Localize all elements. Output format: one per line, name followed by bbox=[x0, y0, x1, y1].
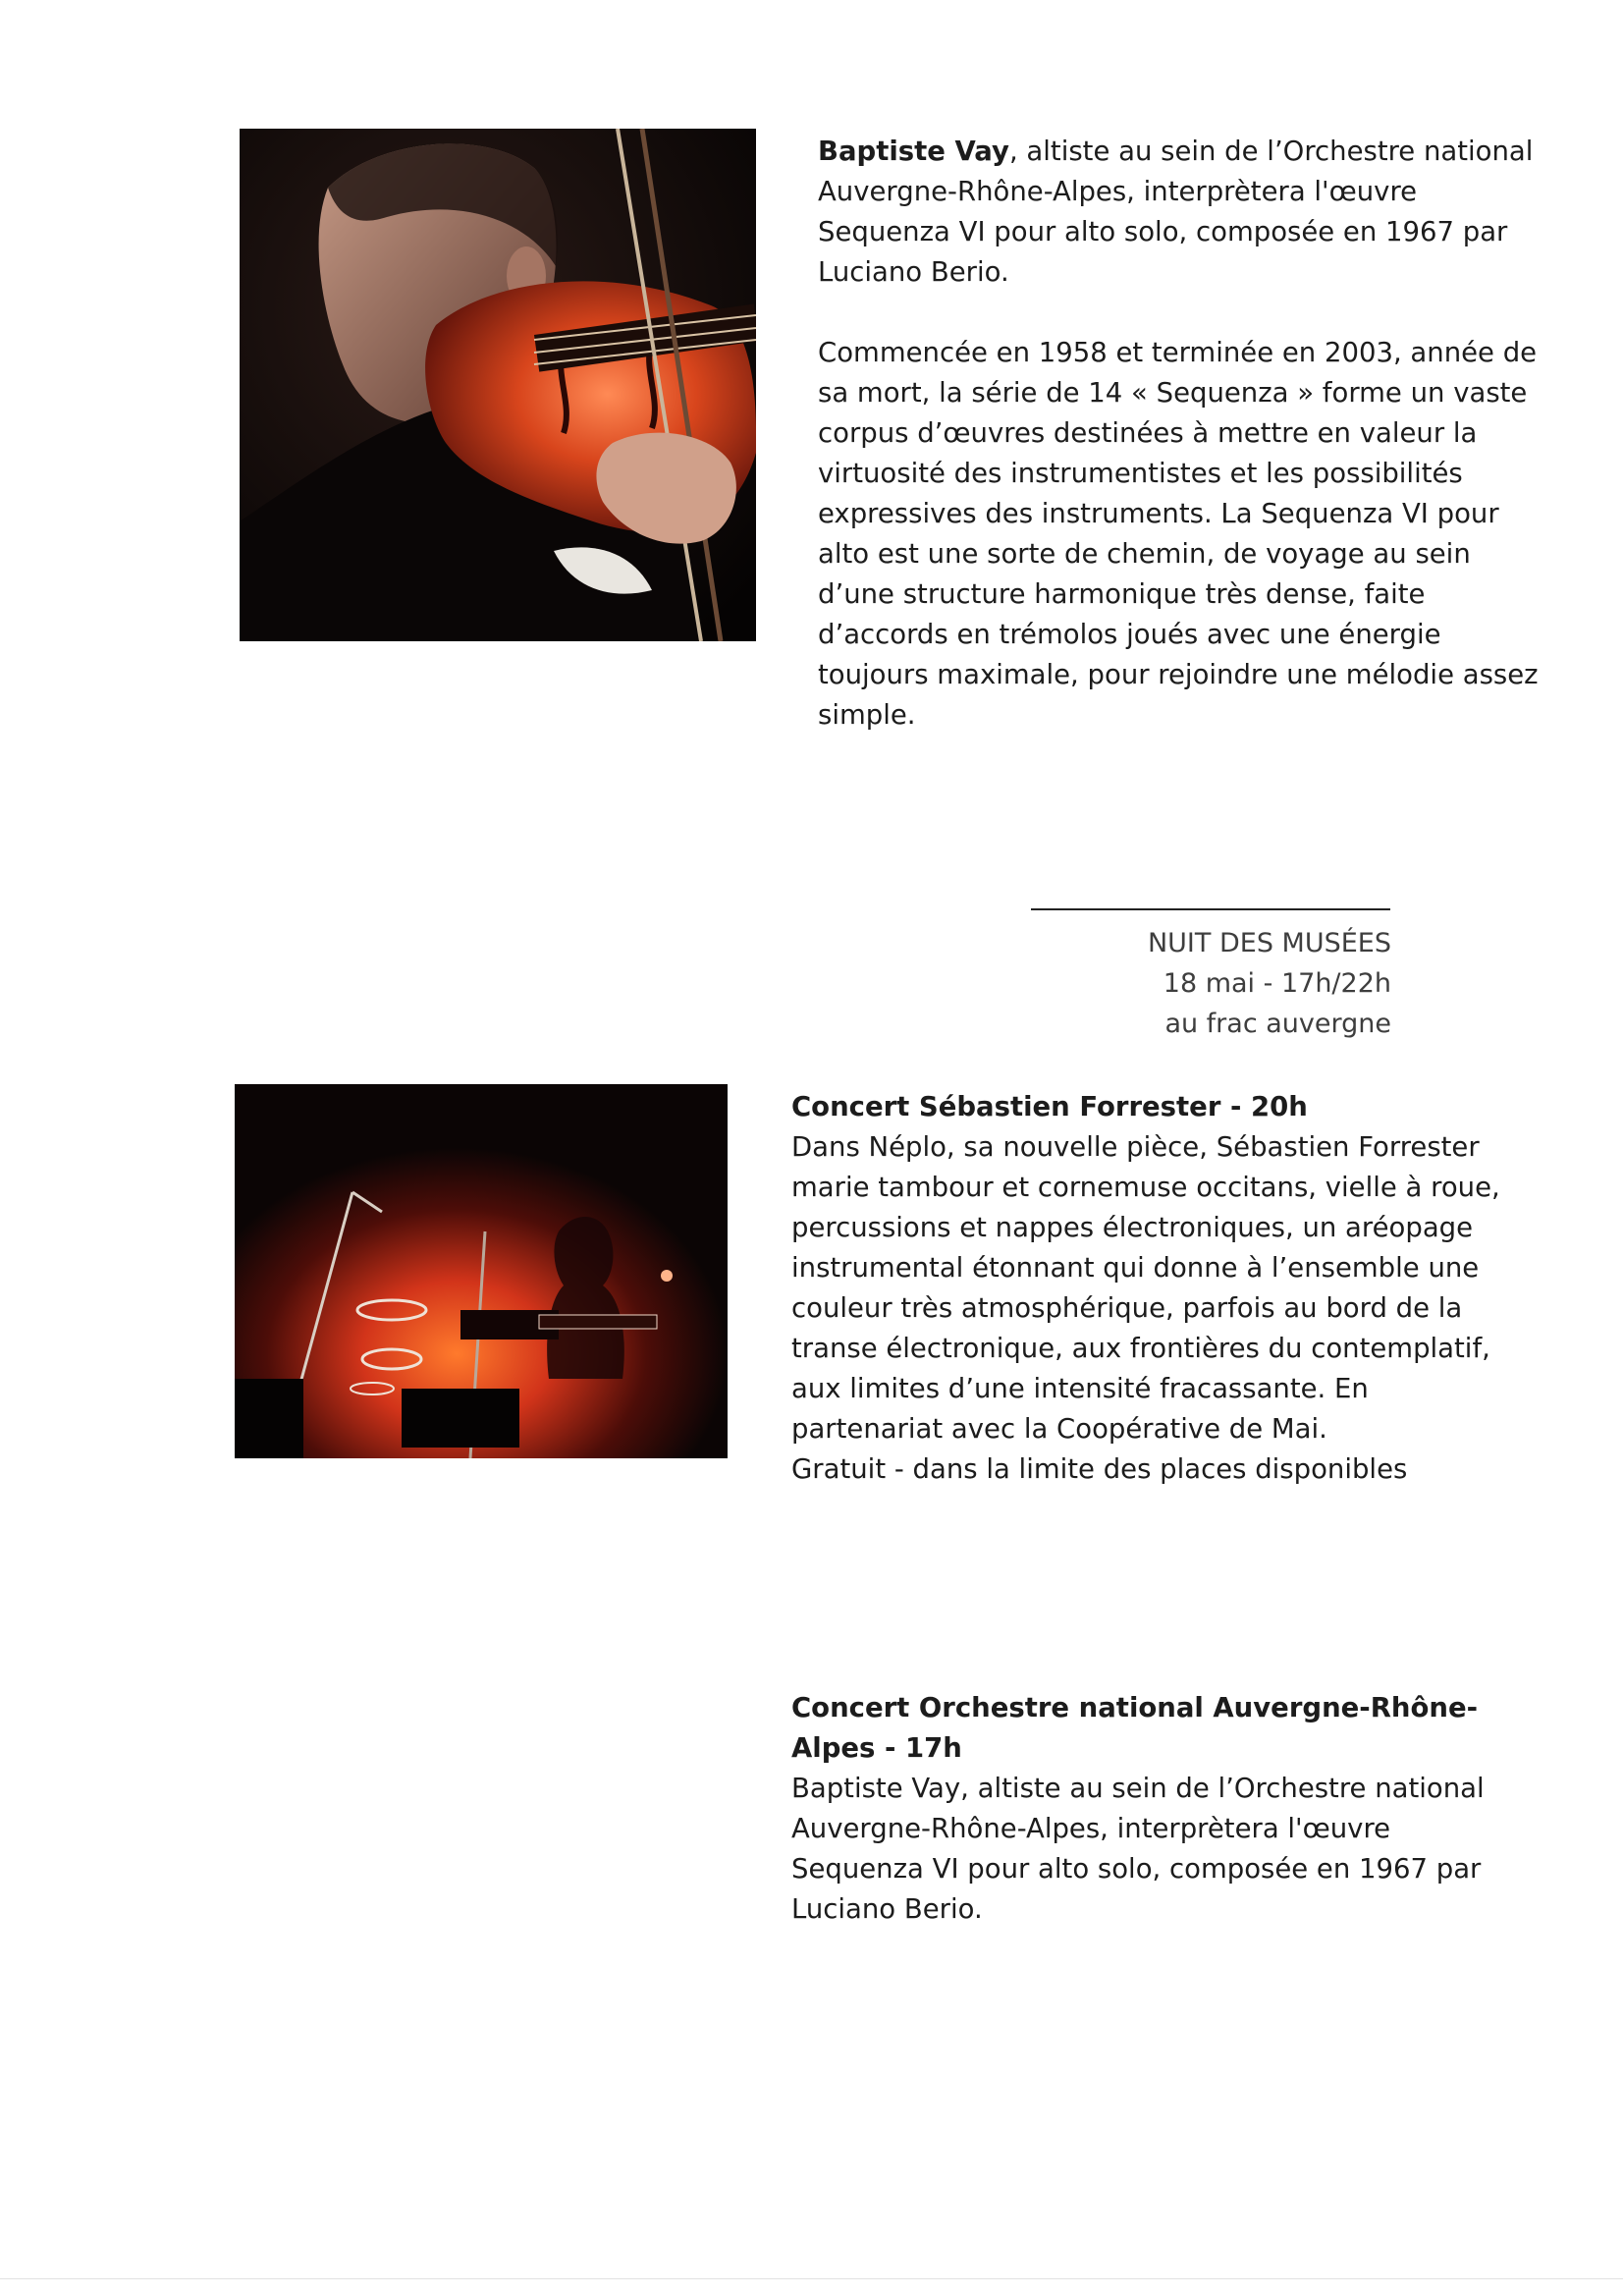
article-baptiste-vay bbox=[818, 132, 1544, 736]
concert-photo bbox=[235, 1084, 728, 1458]
article-heading: Concert Sébastien Forrester - 20h bbox=[791, 1091, 1308, 1122]
artist-name: Baptiste Vay bbox=[818, 136, 1009, 167]
article-heading: Concert Orchestre national Auvergne-Rhône-Alpes - 17h bbox=[791, 1692, 1479, 1764]
event-date: 18 mai - 17h/22h bbox=[1163, 968, 1391, 999]
article-orchestre bbox=[791, 1688, 1518, 1930]
violinist-photo bbox=[240, 129, 756, 641]
page-edge-line bbox=[0, 2278, 1623, 2279]
event-venue: au frac auvergne bbox=[1164, 1009, 1391, 1039]
event-info bbox=[1148, 923, 1391, 1044]
article-note: Gratuit - dans la limite des places disponibles bbox=[791, 1453, 1408, 1485]
section-divider bbox=[1031, 908, 1390, 910]
article-forrester bbox=[791, 1087, 1518, 1490]
intro-text: , altiste au sein de l’Orchestre national Auvergne-Rhône-Alpes, interprètera l'œuvre Sequenza VI pour alto solo, composée en 1967 par Luciano Berio. bbox=[818, 136, 1534, 288]
article-body: Baptiste Vay, altiste au sein de l’Orchestre national Auvergne-Rhône-Alpes, interprètera l'œuvre Sequenza VI pour alto solo, composée en 1967 par Luciano Berio. bbox=[791, 1773, 1485, 1925]
article-intro bbox=[818, 132, 1544, 293]
event-title: NUIT DES MUSÉES bbox=[1147, 928, 1391, 958]
article-body: Dans Néplo, sa nouvelle pièce, Sébastien Forrester marie tambour et cornemuse occitans, vielle à roue, percussions et nappes électroniques, un aréopage instrumental étonnant qui donne à l’ensemble une couleur très atmosphérique, parfois au bord de la transe électronique, aux frontières du contemplatif, aux limites d’une intensité fracassante. En partenariat avec la Coopérative de Mai. bbox=[791, 1131, 1500, 1445]
article-paragraph: Commencée en 1958 et terminée en 2003, année de sa mort, la série de 14 « Sequenza » forme un vaste corpus d’œuvres destinées à mettre en valeur la virtuosité des instrumentistes et les possibilités expressives des instruments. La Sequenza VI pour alto est une sorte de chemin, de voyage au sein d’une structure harmonique très dense, faite d’accords en trémolos joués avec une énergie toujours maximale, pour rejoindre une mélodie assez simple. bbox=[818, 337, 1539, 731]
